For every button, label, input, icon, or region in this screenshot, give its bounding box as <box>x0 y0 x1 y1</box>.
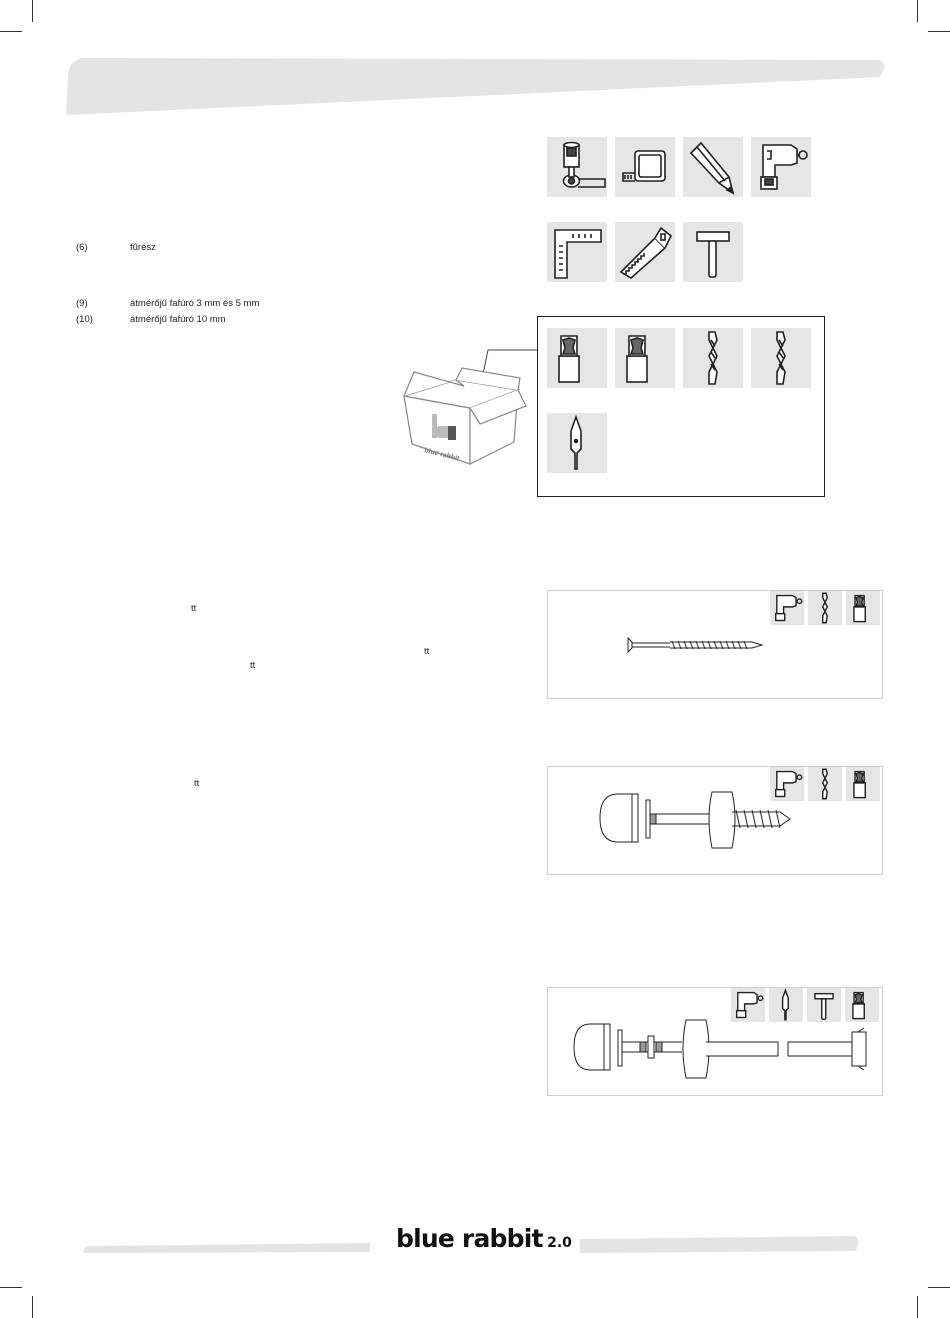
hammer-icon <box>807 988 841 1022</box>
footer-bar-left <box>82 1242 372 1254</box>
drill-icon <box>751 137 811 197</box>
drill-bit-icon <box>808 591 842 625</box>
torx-bit-icon <box>846 767 880 801</box>
drill-icon <box>770 591 804 625</box>
tape-measure-icon <box>615 137 675 197</box>
text-fragment: tt <box>250 660 256 671</box>
saw-icon <box>615 222 675 282</box>
tool-label: fűrész <box>130 242 156 253</box>
tool-label: átmérőjű fafúró 10 mm <box>130 314 226 325</box>
spade-bit-icon <box>769 988 803 1022</box>
box-logo: blue rabbit <box>423 447 460 463</box>
text-fragment: tt <box>194 778 200 789</box>
tool-number: (9) <box>76 298 88 309</box>
crop-mark <box>917 0 918 22</box>
crop-mark <box>917 1296 918 1318</box>
text-fragment: tt <box>424 646 430 657</box>
torx-bit-icon <box>615 328 675 388</box>
crop-mark <box>32 0 33 22</box>
crop-mark <box>928 31 950 32</box>
crop-mark <box>32 1296 33 1318</box>
box-illustration <box>400 366 530 470</box>
drill-bit-icon <box>751 328 811 388</box>
brand-version: 2.0 <box>547 1235 572 1251</box>
crop-mark <box>0 31 22 32</box>
torx-bit-icon <box>547 328 607 388</box>
brand-logo <box>396 1224 572 1253</box>
screw-diagram <box>622 634 767 656</box>
torx-bit-icon <box>846 591 880 625</box>
footer-bar-right <box>580 1235 860 1255</box>
drill-bit-icon <box>683 328 743 388</box>
cap-screw-diagram <box>598 790 793 852</box>
hammer-icon <box>683 222 743 282</box>
tool-number: (6) <box>76 242 88 253</box>
pencil-icon <box>683 137 743 197</box>
torx-bit-icon <box>845 988 879 1022</box>
drill-icon <box>731 988 765 1022</box>
dowel-assembly-diagram <box>570 1018 875 1082</box>
set-square-icon <box>547 222 607 282</box>
crop-mark <box>0 1287 22 1288</box>
tool-number: (10) <box>76 314 93 325</box>
header-band <box>66 55 886 117</box>
crop-mark <box>928 1287 950 1288</box>
tool-label: átmérőjű fafúró 3 mm és 5 mm <box>130 298 260 309</box>
brand-name: blue rabbit <box>396 1224 543 1253</box>
spade-bit-icon <box>547 413 607 473</box>
text-fragment: tt <box>191 603 197 614</box>
drill-bit-icon <box>808 767 842 801</box>
socket-wrench-icon <box>547 137 607 197</box>
